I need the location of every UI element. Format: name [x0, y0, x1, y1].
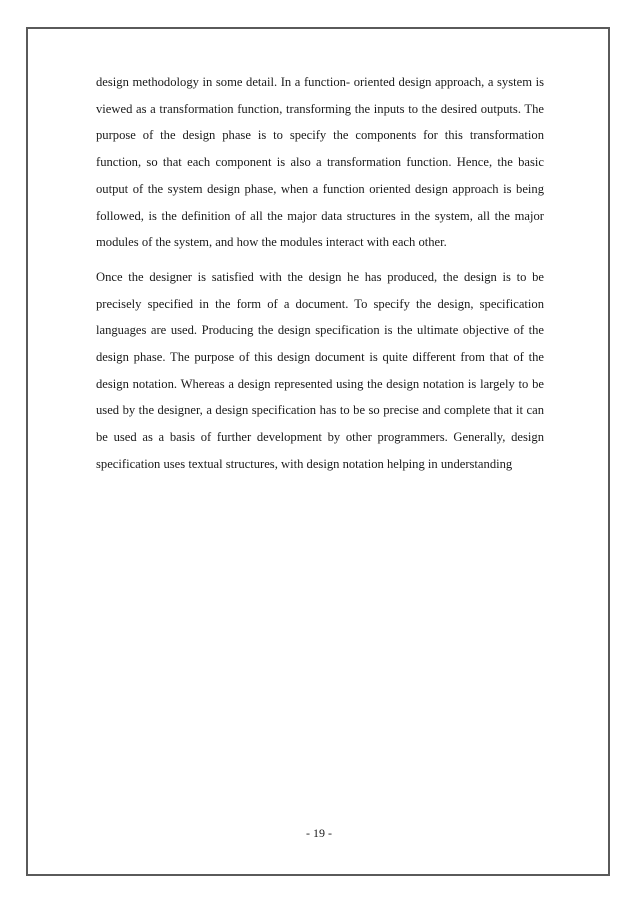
paragraph-2: Once the designer is satisfied with the design he has produced, the design is to be precisely specified in the form of a document. To specify the design, specification languages are used. Producing the design specification is the ultimate objective of the design phase. The purpose of this design document is quite different from that of the design notation. Whereas a design represented using the design notation is largely to be used by the designer, a design specification has to be so precise and complete that it can be used as a basis of further development by other programmers. Generally, design specification uses textual structures, with design notation helping in understanding [96, 269, 544, 471]
paragraph-1: design methodology in some detail. In a function- oriented design approach, a system is viewed as a transformation function, transforming the inputs to the desired outputs. The purpose of the design phase is to specify the components for this transformation function, so that each component is also a transformation function. Hence, the basic output of the system design phase, when a function oriented design approach is being followed, is the definition of all the major data structures in the system, all the major modules of the system, and how the modules interact with each other. [96, 75, 544, 250]
page-number: - 19 - [306, 826, 332, 840]
document-body [96, 69, 544, 486]
